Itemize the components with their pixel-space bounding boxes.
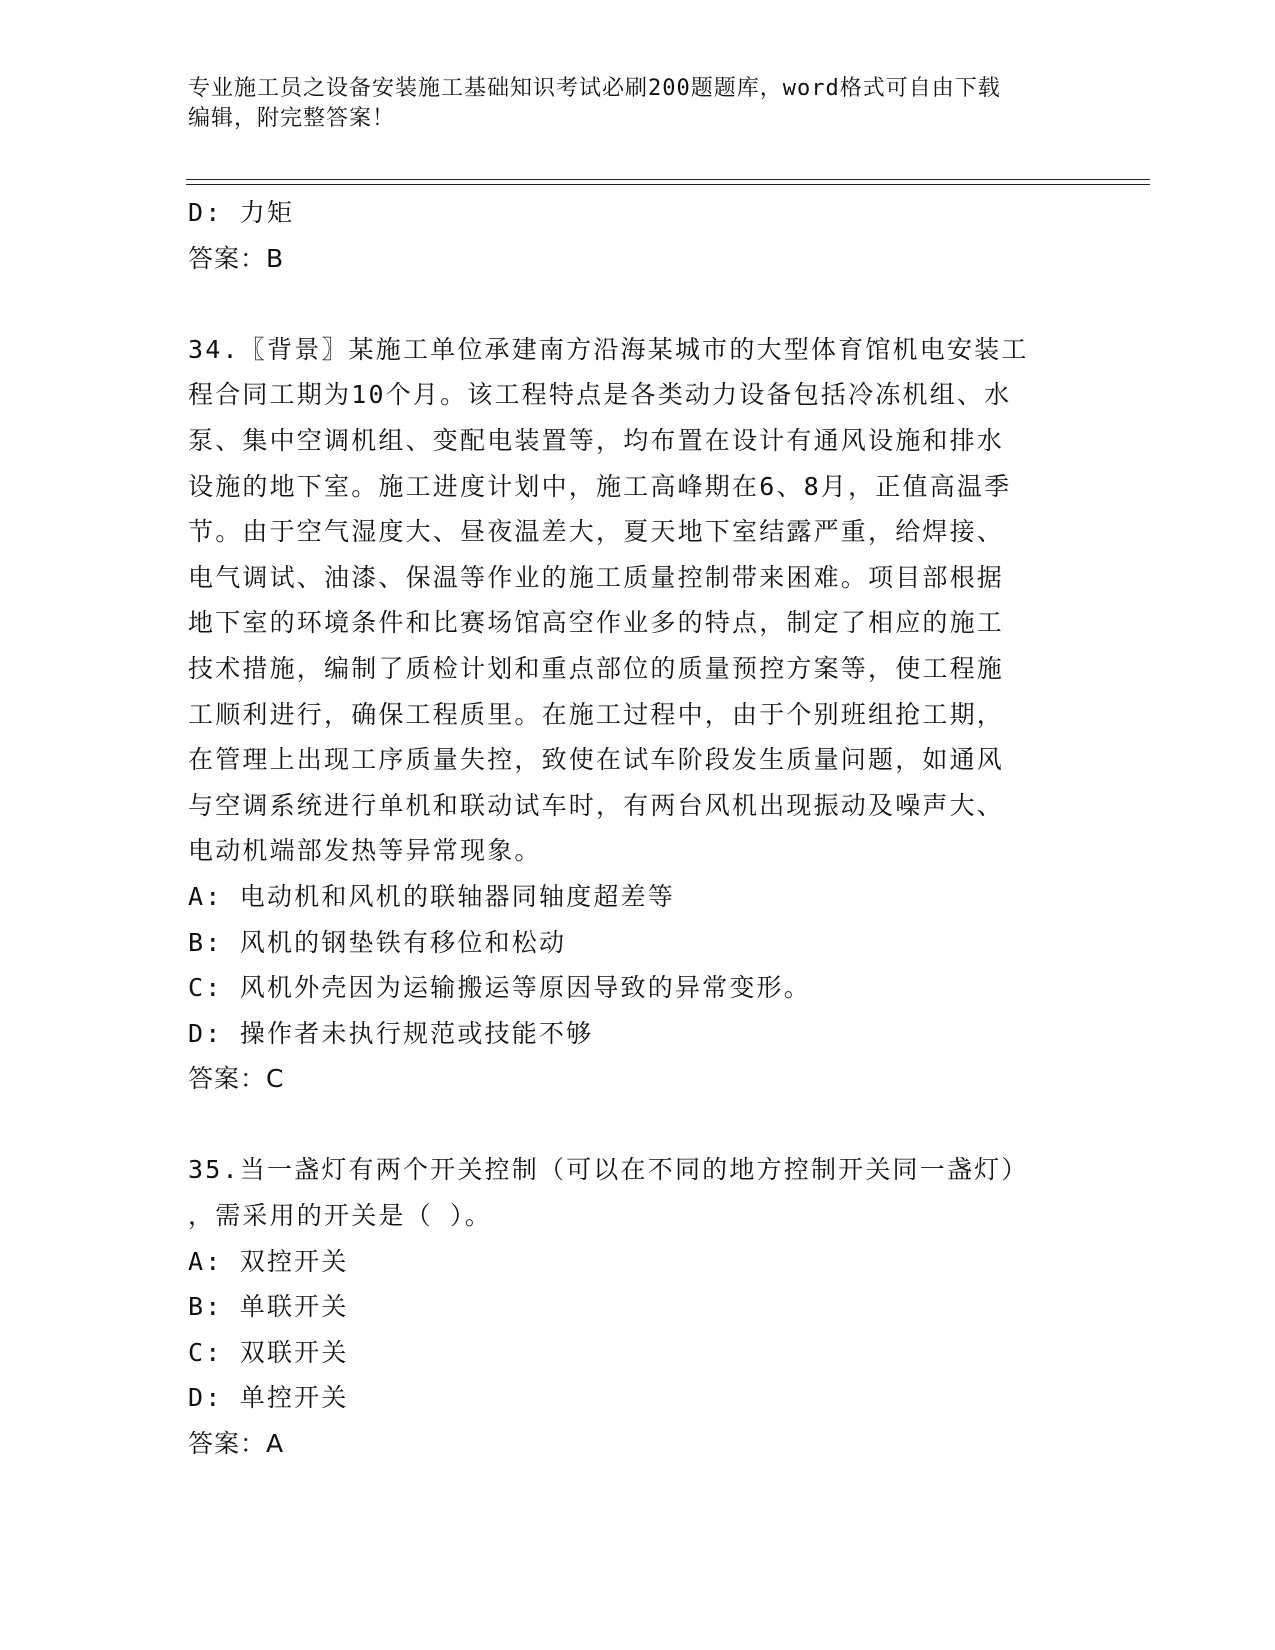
question-34-text-line: 程合同工期为10个月。该工程特点是各类动力设备包括冷冻机组、水 [188,380,1012,410]
question-separator [188,1102,1068,1148]
question-35-text-line: ，需采用的开关是（ ）。 [188,1201,492,1231]
question-34-text-line: 在管理上出现工序质量失控，致使在试车阶段发生质量问题，如通风 [188,745,1005,775]
header-divider-bottom [186,184,1150,185]
document-header [188,74,1088,134]
prev-question-answer: 答案：B [188,243,285,273]
question-34-text-line: 工顺利进行，确保工程质里。在施工过程中，由于个别班组抢工期， [188,699,1005,729]
question-35-option-a: A: 双控开关 [188,1246,349,1276]
question-34-text-line: 地下室的环境条件和比赛场馆高空作业多的特点，制定了相应的施工 [188,608,1005,638]
question-34-text-line: 34.〖背景〗某施工单位承建南方沿海某城市的大型体育馆机电安装工 [188,334,1029,364]
question-35 [188,1147,1068,1466]
question-34-text-line: 与空调系统进行单机和联动试车时，有两台风机出现振动及噪声大、 [188,790,1005,820]
question-34-text-line: 泵、集中空调机组、变配电装置等，均布置在设计有通风设施和排水 [188,425,1005,455]
question-34-text-line: 节。由于空气湿度大、昼夜温差大，夏天地下室结露严重，给焊接、 [188,517,1005,547]
question-34-answer: 答案：C [188,1064,285,1094]
question-35-answer: 答案：A [188,1429,285,1459]
question-34-text-line: 技术措施，编制了质检计划和重点部位的质量预控方案等，使工程施 [188,653,1005,683]
question-35-option-c: C: 双联开关 [188,1337,349,1367]
question-34-option-a: A: 电动机和风机的联轴器同轴度超差等 [188,881,675,911]
question-34-option-b: B: 风机的钢垫铁有移位和松动 [188,927,567,957]
question-34-option-d: D: 操作者未执行规范或技能不够 [188,1018,594,1048]
question-34 [188,327,1068,1102]
question-35-text-line: 35.当一盏灯有两个开关控制（可以在不同的地方控制开关同一盏灯） [188,1155,1029,1185]
question-separator [188,281,1068,327]
question-34-option-c: C: 风机外壳因为运输搬运等原因导致的异常变形。 [188,973,811,1003]
question-35-option-b: B: 单联开关 [188,1292,349,1322]
prev-question-option-d: D: 力矩 [188,198,295,227]
header-title-line-2: 编辑，附完整答案！ [188,106,396,131]
question-35-option-d: D: 单控开关 [188,1383,349,1413]
header-title-line-1: 专业施工员之设备安装施工基础知识考试必刷200题题库，word格式可自由下载 [188,76,1001,101]
header-divider-top [186,179,1150,180]
question-34-text-line: 设施的地下室。施工进度计划中，施工高峰期在6、8月，正值高温季 [188,471,1012,501]
question-34-text-line: 电动机端部发热等异常现象。 [188,836,542,866]
question-content [188,190,1068,1467]
question-34-text-line: 电气调试、油漆、保温等作业的施工质量控制带来困难。项目部根据 [188,562,1005,592]
